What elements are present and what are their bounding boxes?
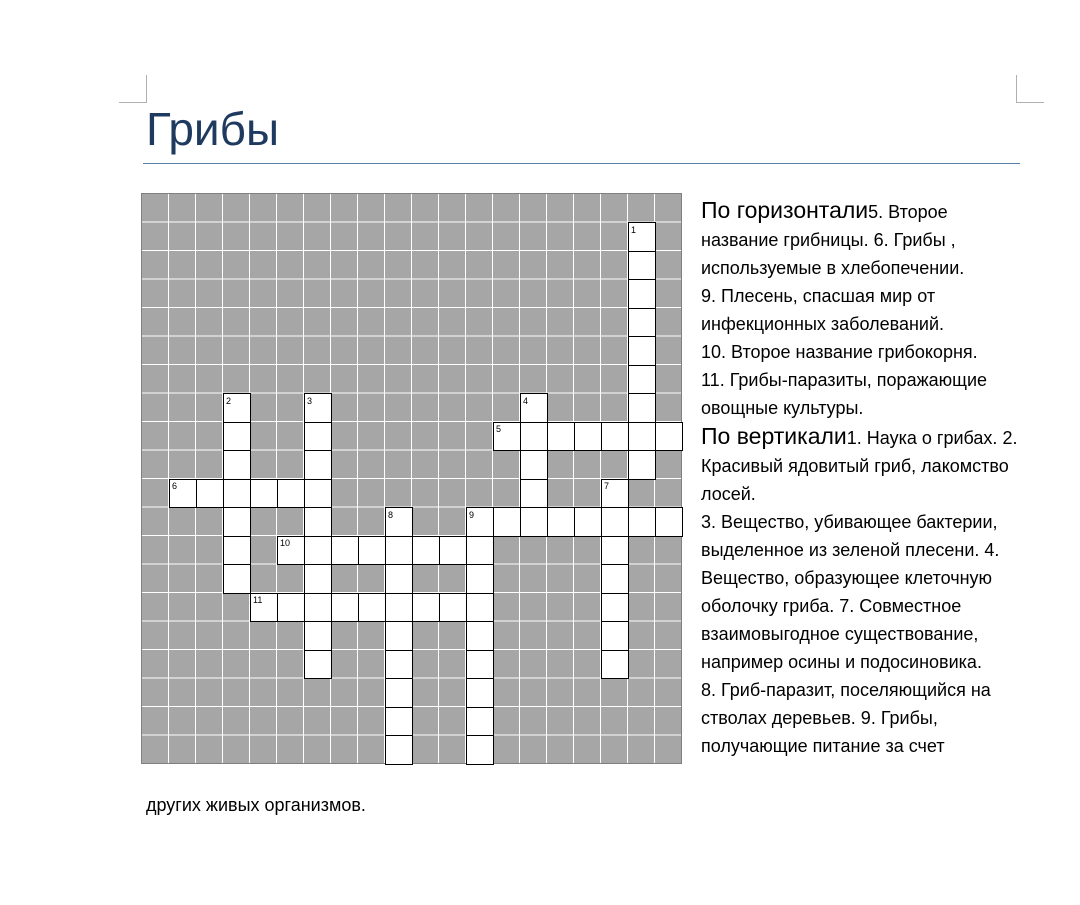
crossword-cell[interactable] — [196, 479, 224, 509]
crossword-cell[interactable] — [601, 422, 629, 452]
clue-number: 10 — [701, 342, 722, 362]
crossword-cell[interactable] — [493, 422, 521, 452]
clue-text: . Плесень, спасшая мир от инфекционных заболеваний. — [701, 286, 945, 334]
crossword-cell[interactable] — [601, 564, 629, 594]
clue-number: 2 — [1002, 428, 1013, 448]
crossword-cell[interactable] — [304, 479, 332, 509]
crossword-cell[interactable] — [331, 593, 359, 623]
clue-number: 4 — [984, 540, 995, 560]
cell-number: 9 — [469, 509, 475, 520]
crossword-cell[interactable] — [601, 621, 629, 651]
crossword-cell[interactable] — [385, 678, 413, 708]
clue-number: 9 — [860, 708, 871, 728]
clue-text: . Грибы , используемые в хлебопечении. — [701, 230, 965, 278]
page-corner-mark-top-right — [1016, 75, 1044, 103]
crossword-cell[interactable] — [304, 450, 332, 480]
crossword-cell[interactable] — [628, 222, 656, 252]
crossword-cells — [142, 194, 683, 765]
crossword-cell[interactable] — [547, 422, 575, 452]
down-clues — [701, 422, 1026, 760]
crossword-cell[interactable] — [601, 593, 629, 623]
crossword-cell[interactable] — [628, 422, 656, 452]
crossword-cell[interactable] — [304, 564, 332, 594]
crossword-cell[interactable] — [223, 507, 251, 537]
crossword-cell[interactable] — [466, 621, 494, 651]
cell-number: 1 — [631, 224, 637, 235]
crossword-cell[interactable] — [439, 536, 467, 566]
title-underline — [143, 163, 1020, 164]
clue-text: . Грибы, получающие питание за счет — [701, 708, 945, 756]
crossword-cell[interactable] — [304, 536, 332, 566]
crossword-cell[interactable] — [250, 479, 278, 509]
page-title: Грибы — [146, 103, 280, 155]
crossword-cell[interactable] — [385, 536, 413, 566]
crossword-cell[interactable] — [412, 536, 440, 566]
crossword-cell[interactable] — [358, 593, 386, 623]
crossword-cell[interactable] — [304, 507, 332, 537]
crossword-cell[interactable] — [223, 450, 251, 480]
crossword-cell[interactable] — [385, 621, 413, 651]
cell-number: 7 — [604, 481, 610, 491]
across-heading: По горизонтали — [701, 197, 869, 223]
crossword-cell[interactable] — [412, 593, 440, 623]
crossword-cell[interactable] — [169, 479, 197, 509]
crossword-cell[interactable] — [574, 507, 602, 537]
crossword-cell[interactable] — [223, 564, 251, 594]
crossword-cell[interactable] — [304, 621, 332, 651]
crossword-cell[interactable] — [466, 707, 494, 737]
clues-section — [701, 196, 1026, 760]
crossword-cell[interactable] — [385, 593, 413, 623]
cell-number: 11 — [253, 595, 263, 605]
clue-number: 11 — [701, 370, 720, 390]
crossword-cell[interactable] — [385, 564, 413, 594]
clue-text: . Гриб-паразит, поселяющийся на стволах деревьев. — [701, 680, 991, 728]
clue-text: . Второе название грибницы. — [701, 202, 948, 250]
crossword-cell[interactable] — [601, 479, 629, 509]
crossword-cell[interactable] — [466, 678, 494, 708]
crossword-cell[interactable] — [520, 393, 548, 423]
crossword-cell[interactable] — [466, 735, 494, 765]
down-heading: По вертикали — [701, 423, 847, 449]
crossword-cell[interactable] — [628, 251, 656, 281]
crossword-cell[interactable] — [655, 507, 683, 537]
crossword-cell[interactable] — [628, 365, 656, 395]
cell-number: 10 — [280, 538, 291, 548]
clue-number: 1 — [846, 428, 857, 448]
cell-number: 5 — [496, 424, 502, 434]
across-clues — [701, 196, 1026, 422]
crossword-cell[interactable] — [601, 536, 629, 566]
clue-number: 3 — [701, 512, 712, 532]
clue-text: . Наука о грибах. — [856, 428, 1003, 448]
crossword-cell[interactable] — [628, 336, 656, 366]
clue-text: . Вещество, убивающее бактерии, выделенное из зеленой плесени. — [701, 512, 998, 560]
crossword-cell[interactable] — [628, 450, 656, 480]
clue-continuation: других живых организмов. — [146, 795, 366, 815]
page-corner-mark-top-left — [119, 75, 147, 103]
crossword-cell[interactable] — [250, 593, 278, 623]
crossword-cell[interactable] — [358, 536, 386, 566]
crossword-cell[interactable] — [304, 422, 332, 452]
clue-number: 8 — [701, 680, 712, 700]
clue-text: . Совместное взаимовыгодное существование, например осины и подосиновика. — [701, 596, 982, 672]
crossword-cell[interactable] — [493, 507, 521, 537]
crossword-cell[interactable] — [655, 422, 683, 452]
crossword-cell[interactable] — [628, 279, 656, 309]
cell-number: 8 — [388, 509, 394, 520]
crossword-cell[interactable] — [304, 593, 332, 623]
clue-text: . Красивый ядовитый гриб, лакомство лосей. — [701, 428, 1018, 504]
crossword-cell[interactable] — [277, 593, 305, 623]
crossword-cell[interactable] — [304, 650, 332, 680]
crossword-cell[interactable] — [520, 422, 548, 452]
clue-number: 5 — [868, 202, 879, 222]
crossword-cell[interactable] — [385, 507, 413, 537]
crossword-cell[interactable] — [466, 536, 494, 566]
crossword-cell[interactable] — [277, 536, 305, 566]
crossword-grid — [141, 193, 682, 764]
crossword-cell[interactable] — [520, 479, 548, 509]
clue-text: . Вещество, образующее клеточную оболочку гриба. — [701, 540, 1000, 616]
crossword-cell[interactable] — [628, 308, 656, 338]
clue-text: . Грибы-паразиты, поражающие овощные культуры. — [701, 370, 988, 418]
crossword-cell[interactable] — [439, 593, 467, 623]
crossword-cell[interactable] — [466, 593, 494, 623]
crossword-cell[interactable] — [223, 536, 251, 566]
crossword-cell[interactable] — [223, 422, 251, 452]
crossword-cell[interactable] — [466, 650, 494, 680]
crossword-cell[interactable] — [331, 536, 359, 566]
crossword-cell[interactable] — [520, 507, 548, 537]
crossword-cell[interactable] — [466, 507, 494, 537]
crossword-cell[interactable] — [223, 479, 251, 509]
cell-number: 4 — [523, 395, 529, 406]
clue-number: 9 — [701, 286, 712, 306]
clue-text: . Второе название грибокорня. — [721, 342, 978, 362]
crossword-cell[interactable] — [601, 507, 629, 537]
cell-number: 6 — [172, 481, 178, 491]
crossword-cell[interactable] — [628, 393, 656, 423]
cell-number: 3 — [307, 395, 313, 406]
crossword-cell[interactable] — [385, 707, 413, 737]
clue-number: 6 — [873, 230, 884, 250]
cell-number: 2 — [226, 395, 232, 406]
crossword-cell[interactable] — [385, 650, 413, 680]
crossword-cell[interactable] — [466, 564, 494, 594]
crossword-cell[interactable] — [223, 393, 251, 423]
crossword-cell[interactable] — [574, 422, 602, 452]
clue-number: 7 — [839, 596, 850, 616]
crossword-cell[interactable] — [547, 507, 575, 537]
crossword-cell[interactable] — [277, 479, 305, 509]
crossword-cell[interactable] — [601, 650, 629, 680]
crossword-cell[interactable] — [520, 450, 548, 480]
crossword-cell[interactable] — [304, 393, 332, 423]
crossword-cell[interactable] — [628, 507, 656, 537]
crossword-cell[interactable] — [385, 735, 413, 765]
